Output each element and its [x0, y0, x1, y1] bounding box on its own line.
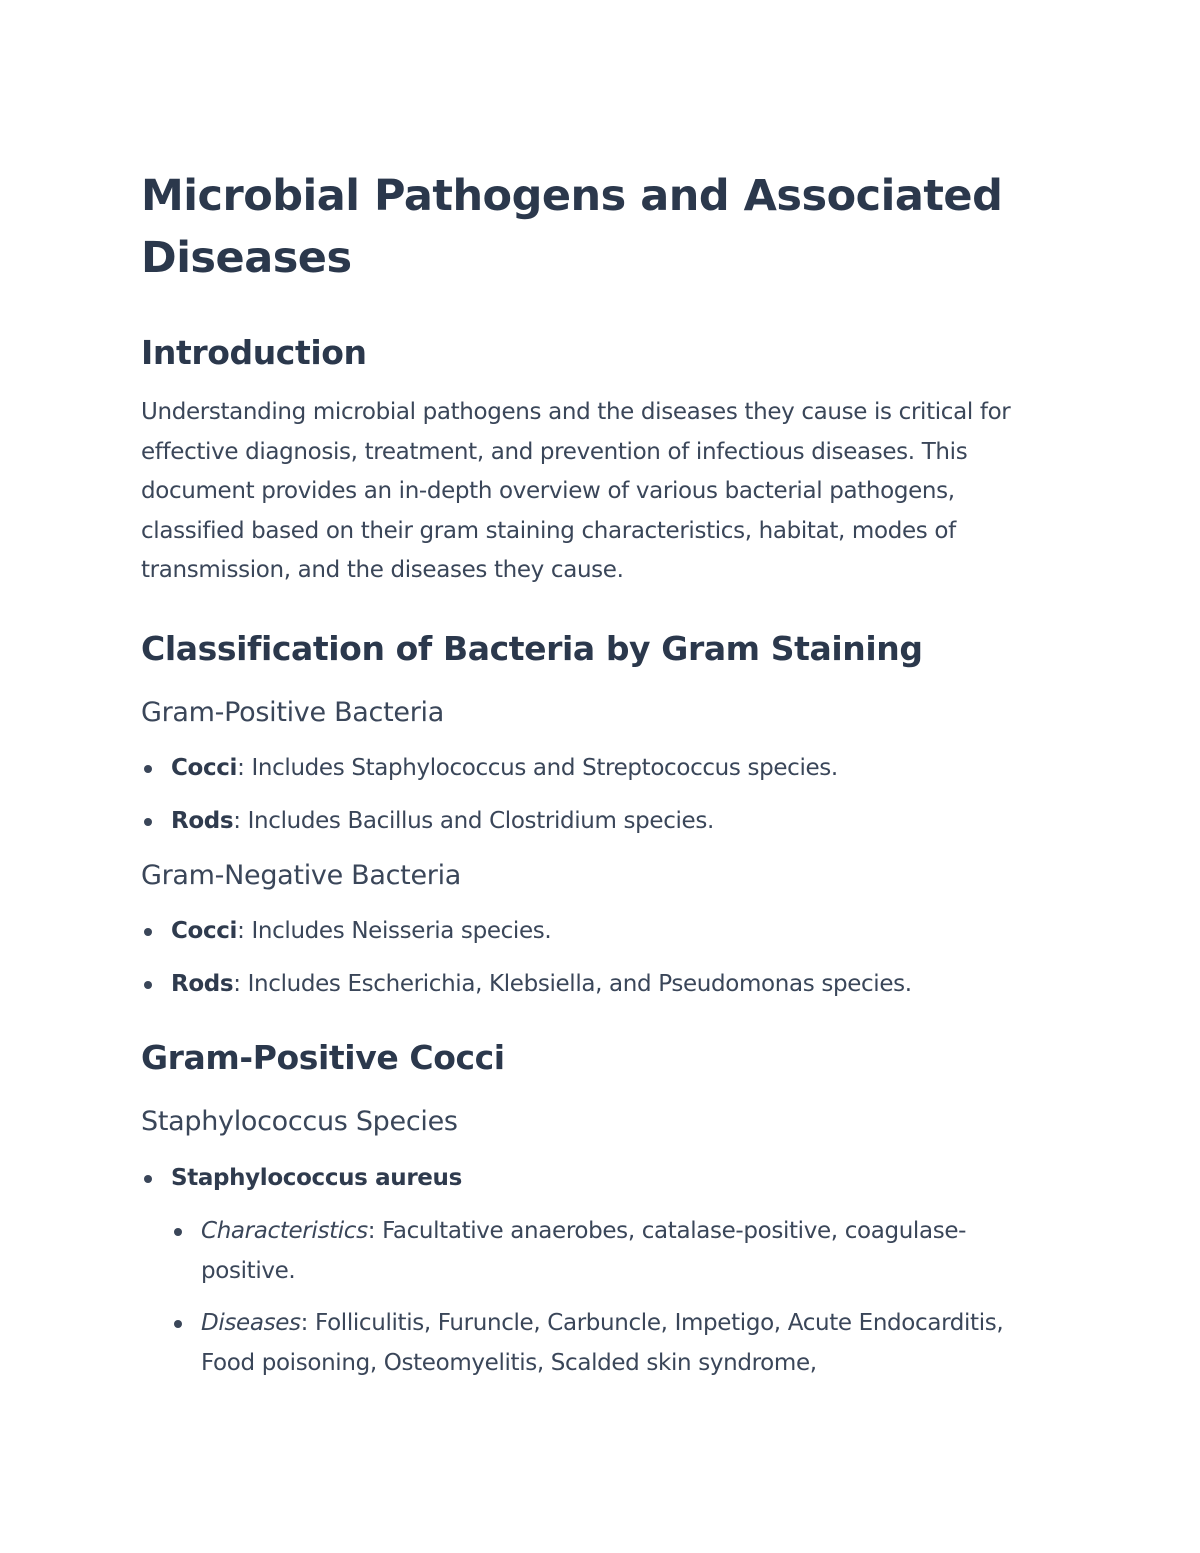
characteristics-text: : Facultative anaerobes, catalase-positive, coagulase-positive. — [201, 1217, 967, 1284]
gram-negative-list — [141, 912, 1060, 1004]
classification-heading: Classification of Bacteria by Gram Staining — [141, 628, 923, 668]
diseases-text: : Folliculitis, Furuncle, Carbuncle, Impetigo, Acute Endocarditis, Food poisoning, Osteomyelitis, Scalded skin syndrome, — [201, 1310, 1004, 1376]
list-item-text: : Includes Bacillus and Clostridium species. — [233, 807, 714, 834]
introduction-paragraph: Understanding microbial pathogens and the diseases they cause is critical for effective diagnosis, treatment, and prevention of infectious diseases. This document provides an in-depth overview of various bacterial pathogens, classified based on their gram staining characteristics, habitat, modes of transmission, and the diseases they cause. — [141, 399, 1011, 584]
diseases-label: Diseases — [201, 1310, 301, 1337]
characteristics-label: Characteristics — [201, 1217, 368, 1244]
list-item — [141, 965, 1060, 1005]
species-name: Staphylococcus aureus — [171, 1165, 462, 1192]
list-item — [171, 1304, 1060, 1383]
gram-negative-heading: Gram-Negative Bacteria — [141, 860, 462, 892]
list-item-text: : Includes Neisseria species. — [237, 918, 552, 945]
document-title: Microbial Pathogens and Associated Diseases — [141, 171, 1003, 283]
list-item — [141, 749, 1060, 789]
gram-positive-cocci-heading: Gram-Positive Cocci — [141, 1038, 505, 1078]
staphylococcus-list — [141, 1159, 1060, 1383]
list-item-label: Cocci — [171, 918, 238, 945]
list-item — [141, 1159, 1060, 1199]
staphylococcus-heading: Staphylococcus Species — [141, 1106, 458, 1138]
list-item-label: Rods — [171, 970, 234, 997]
introduction-heading: Introduction — [141, 333, 367, 372]
list-item-label: Rods — [171, 807, 234, 834]
gram-positive-heading: Gram-Positive Bacteria — [141, 696, 444, 728]
list-item — [171, 1212, 1060, 1291]
list-item-label: Cocci — [171, 754, 238, 781]
gram-positive-list — [141, 749, 1060, 841]
list-item-text: : Includes Escherichia, Klebsiella, and Pseudomonas species. — [233, 970, 912, 997]
list-item — [141, 802, 1060, 842]
list-item — [141, 912, 1060, 952]
list-item-text: : Includes Staphylococcus and Streptococcus species. — [237, 754, 838, 781]
